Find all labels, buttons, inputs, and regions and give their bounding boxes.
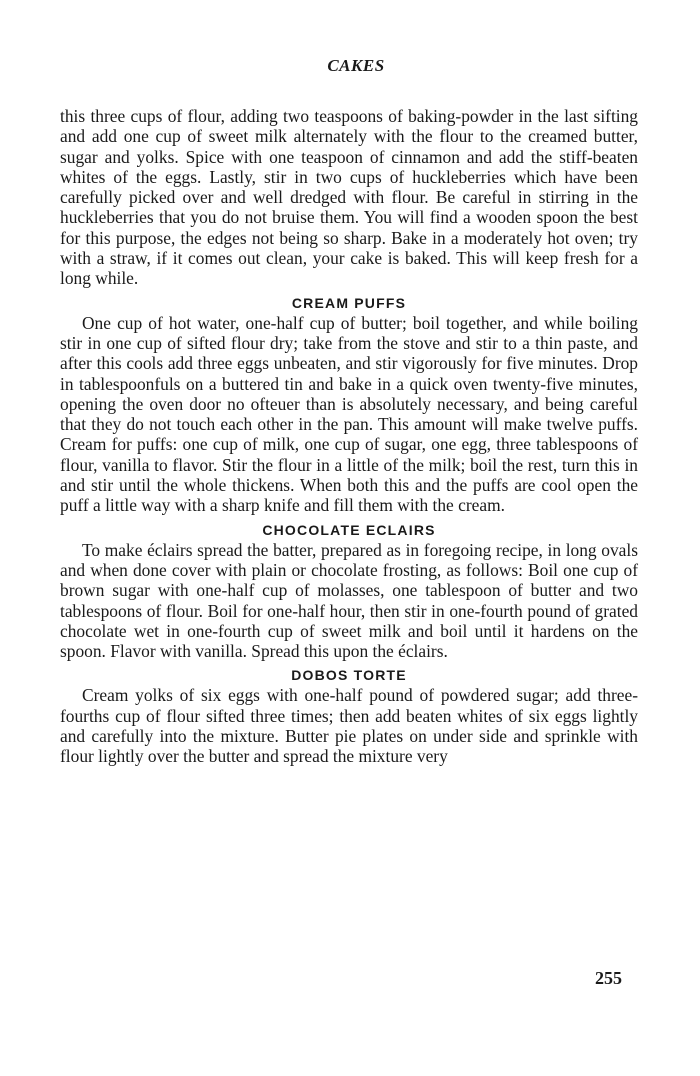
book-page	[60, 56, 638, 767]
recipe-text-chocolate-eclairs: To make éclairs spread the batter, prepared as in foregoing recipe, in long ovals and when done cover with plain or chocolate frosting, as follows: Boil one cup of brown sugar with one-half cup of molasses, one tablespoon of butter and two tablespoons of flour. Boil for one-half hour, then stir in one-fourth pound of grated chocolate wet in one-fourth cup of sweet milk and boil until it hardens on the spoon. Flavor with vanilla. Spread this upon the éclairs.	[60, 539, 638, 662]
continued-paragraph: this three cups of flour, adding two teaspoons of baking-powder in the last sifting and add one cup of sweet milk alternately with the flour to the creamed butter, sugar and yolks. Spice with one teaspoon of cinnamon and add the stiff-beaten whites of the eggs. Lastly, stir in two cups of huckleberries which have been carefully picked over and well dredged with flour. Be careful in stirring in the huckleberries that you do not bruise them. You will find a wooden spoon the best for this purpose, the edges not being so sharp. Bake in a moderately hot oven; try with a straw, if it comes out clean, your cake is baked. This will keep fresh for a long while.	[60, 106, 638, 289]
recipe-title-chocolate-eclairs: CHOCOLATE ECLAIRS	[262, 521, 436, 538]
recipe-text-cream-puffs: One cup of hot water, one-half cup of butter; boil together, and while boiling stir in one cup of sifted flour dry; take from the stove and stir to a thin paste, and after this cools add three eggs unbeaten, and stir vigorously for five minutes. Drop in tablespoonfuls on a buttered tin and bake in a quick oven twenty-five minutes, opening the oven door no ofteuer than is absolutely necessary, and being careful that they do not touch each other in the pan. This amount will make twelve puffs. Cream for puffs: one cup of milk, one cup of sugar, one egg, three tablespoons of flour, vanilla to flavor. Stir the flour in a little of the milk; boil the rest, turn this in and stir until the whole thickens. When both this and the puffs are cool open the puff a little way with a sharp knife and fill them with the cream.	[60, 312, 638, 516]
page-number: 255	[595, 968, 622, 988]
running-head: CAKES	[327, 56, 385, 75]
recipe-title-dobos-torte: DOBOS TORTE	[291, 667, 407, 684]
recipe-text-dobos-torte: Cream yolks of six eggs with one-half pound of powdered sugar; add three-fourths cup of flour sifted three times; then add beaten whites of six eggs lightly and carefully into the mixture. Butter pie plates on under side and sprinkle with flour lightly over the butter and spread the mixture very	[60, 685, 638, 767]
recipe-title-cream-puffs: CREAM PUFFS	[291, 294, 407, 311]
